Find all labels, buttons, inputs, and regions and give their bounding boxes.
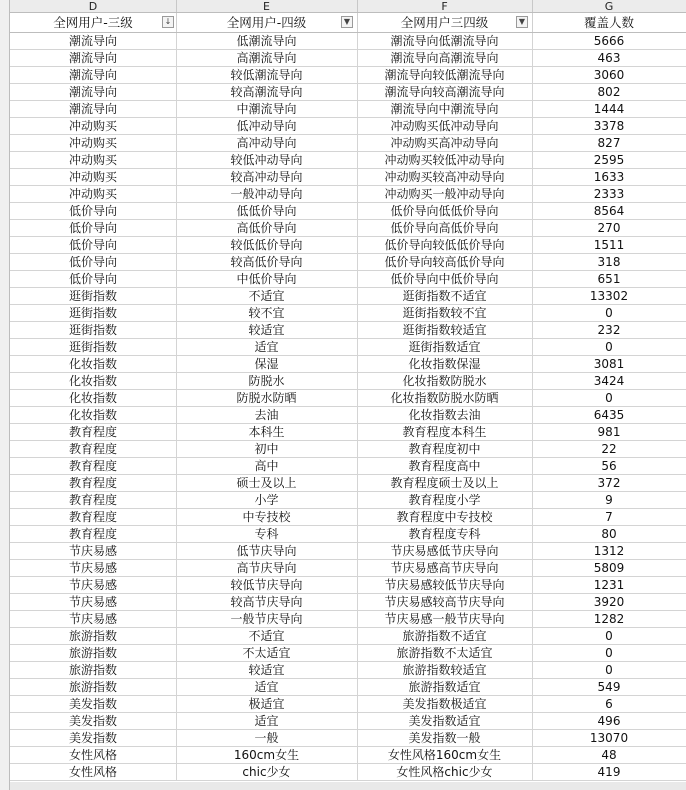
column-header-bar [0, 0, 686, 13]
level4-cell[interactable]: 较低潮流导向 [176, 67, 358, 83]
level3-cell[interactable]: 女性风格 [10, 747, 177, 763]
table-row [0, 713, 686, 730]
level3-cell[interactable]: 化妆指数 [10, 356, 177, 372]
combined-cell[interactable]: 教育程度中专技校 [357, 509, 533, 525]
level4-cell[interactable]: 不太适宜 [176, 645, 358, 661]
coverage-cell[interactable]: 802 [597, 85, 621, 99]
table-row [0, 645, 686, 662]
level4-cell[interactable]: 本科生 [176, 424, 358, 440]
level3-cell[interactable]: 冲动购买 [10, 169, 177, 185]
combined-cell[interactable]: 节庆易感较低节庆导向 [357, 577, 533, 593]
table-row [0, 50, 686, 67]
header-cell[interactable] [176, 13, 358, 32]
coverage-cell[interactable]: 3424 [593, 374, 625, 388]
level4-cell[interactable]: 一般 [176, 730, 358, 746]
coverage-cell[interactable]: 549 [597, 680, 621, 694]
level4-cell[interactable]: 硕士及以上 [176, 475, 358, 491]
level3-cell[interactable]: 教育程度 [10, 424, 177, 440]
coverage-cell[interactable]: 2333 [593, 187, 625, 201]
level4-cell[interactable]: 适宜 [176, 339, 358, 355]
combined-cell[interactable]: 潮流导向较高潮流导向 [357, 84, 533, 100]
table-row [0, 220, 686, 237]
combined-cell[interactable]: 教育程度高中 [357, 458, 533, 474]
coverage-cell[interactable]: 463 [597, 51, 621, 65]
combined-cell[interactable]: 教育程度小学 [357, 492, 533, 508]
table-row [0, 560, 686, 577]
dropdown-filter-icon[interactable]: ▼ [516, 16, 528, 28]
table-row [0, 237, 686, 254]
level4-cell[interactable]: 极适宜 [176, 696, 358, 712]
combined-cell[interactable]: 逛街指数较不宜 [357, 305, 533, 321]
combined-cell[interactable]: 教育程度本科生 [357, 424, 533, 440]
empty-area [0, 782, 686, 790]
row-header-gutter [0, 0, 10, 790]
table-row [0, 339, 686, 356]
level4-cell[interactable]: 初中 [176, 441, 358, 457]
table-row [0, 492, 686, 509]
combined-cell[interactable]: 旅游指数适宜 [357, 679, 533, 695]
level4-cell[interactable]: 保湿 [176, 356, 358, 372]
coverage-cell[interactable]: 496 [597, 714, 621, 728]
level4-cell[interactable]: 较高低价导向 [176, 254, 358, 270]
header-label: 全网用户三四级 [400, 15, 489, 30]
combined-cell[interactable]: 节庆易感高节庆导向 [357, 560, 533, 576]
combined-cell[interactable]: 化妆指数去油 [357, 407, 533, 423]
level3-cell[interactable]: 教育程度 [10, 475, 177, 491]
coverage-cell[interactable]: 1633 [593, 170, 625, 184]
level3-cell[interactable]: 潮流导向 [10, 33, 177, 49]
table-row [0, 424, 686, 441]
table-row [0, 135, 686, 152]
level3-cell[interactable]: 节庆易感 [10, 560, 177, 576]
combined-cell[interactable]: 低价导向高低价导向 [357, 220, 533, 236]
level4-cell[interactable]: 中低价导向 [176, 271, 358, 287]
level4-cell[interactable]: 较适宜 [176, 662, 358, 678]
table-row [0, 33, 686, 50]
level4-cell[interactable]: 较低低价导向 [176, 237, 358, 253]
coverage-cell[interactable]: 1444 [593, 102, 625, 116]
coverage-cell[interactable]: 372 [597, 476, 621, 490]
coverage-cell[interactable]: 6435 [593, 408, 625, 422]
level3-cell[interactable]: 教育程度 [10, 509, 177, 525]
level3-cell[interactable]: 旅游指数 [10, 628, 177, 644]
coverage-cell[interactable]: 1511 [593, 238, 625, 252]
level3-cell[interactable]: 低价导向 [10, 203, 177, 219]
coverage-cell[interactable]: 0 [605, 629, 613, 643]
sort-filter-icon[interactable]: ↓ [162, 16, 174, 28]
table-row [0, 101, 686, 118]
table-row [0, 254, 686, 271]
coverage-cell[interactable]: 651 [597, 272, 621, 286]
table-row [0, 543, 686, 560]
level3-cell[interactable]: 节庆易感 [10, 577, 177, 593]
coverage-cell[interactable]: 827 [597, 136, 621, 150]
level4-cell[interactable]: 较高冲动导向 [176, 169, 358, 185]
level4-cell[interactable]: 高低价导向 [176, 220, 358, 236]
table-row [0, 322, 686, 339]
level4-cell[interactable]: 160cm女生 [176, 747, 358, 763]
level3-cell[interactable]: 冲动购买 [10, 135, 177, 151]
level3-cell[interactable]: 女性风格 [10, 764, 177, 780]
level4-cell[interactable]: 中潮流导向 [176, 101, 358, 117]
level4-cell[interactable]: 较适宜 [176, 322, 358, 338]
table-row [0, 186, 686, 203]
combined-cell[interactable]: 冲动购买较高冲动导向 [357, 169, 533, 185]
combined-cell[interactable]: 逛街指数不适宜 [357, 288, 533, 304]
coverage-cell[interactable]: 3060 [593, 68, 625, 82]
coverage-cell[interactable]: 8564 [593, 204, 625, 218]
level3-cell[interactable]: 教育程度 [10, 458, 177, 474]
coverage-cell[interactable]: 419 [597, 765, 621, 779]
table-row [0, 662, 686, 679]
header-cell[interactable] [532, 13, 686, 32]
combined-cell[interactable]: 潮流导向高潮流导向 [357, 50, 533, 66]
level3-cell[interactable]: 低价导向 [10, 271, 177, 287]
coverage-cell[interactable]: 22 [601, 442, 617, 456]
level3-cell[interactable]: 美发指数 [10, 713, 177, 729]
level4-cell[interactable]: 低潮流导向 [176, 33, 358, 49]
coverage-cell[interactable]: 0 [605, 306, 613, 320]
combined-cell[interactable]: 旅游指数不太适宜 [357, 645, 533, 661]
level4-cell[interactable]: 较低节庆导向 [176, 577, 358, 593]
coverage-cell[interactable]: 3378 [593, 119, 625, 133]
table-row [0, 730, 686, 747]
level3-cell[interactable]: 教育程度 [10, 492, 177, 508]
coverage-cell[interactable]: 0 [605, 646, 613, 660]
table-row [0, 526, 686, 543]
column-header-g[interactable]: G [604, 0, 614, 12]
level3-cell[interactable]: 逛街指数 [10, 339, 177, 355]
level3-cell[interactable]: 教育程度 [10, 441, 177, 457]
coverage-cell[interactable]: 1231 [593, 578, 625, 592]
level4-cell[interactable]: 一般节庆导向 [176, 611, 358, 627]
combined-cell[interactable]: 节庆易感一般节庆导向 [357, 611, 533, 627]
coverage-cell[interactable]: 7 [605, 510, 613, 524]
level3-cell[interactable]: 旅游指数 [10, 679, 177, 695]
combined-cell[interactable]: 冲动购买一般冲动导向 [357, 186, 533, 202]
level3-cell[interactable]: 美发指数 [10, 696, 177, 712]
level3-cell[interactable]: 节庆易感 [10, 611, 177, 627]
coverage-cell[interactable]: 3920 [593, 595, 625, 609]
combined-cell[interactable]: 女性风格chic少女 [357, 764, 533, 780]
table-row [0, 458, 686, 475]
header-cell[interactable] [10, 13, 177, 32]
header-cell[interactable] [357, 13, 533, 32]
column-header-f[interactable]: F [357, 0, 533, 12]
combined-cell[interactable]: 潮流导向低潮流导向 [357, 33, 533, 49]
combined-cell[interactable]: 冲动购买高冲动导向 [357, 135, 533, 151]
table-row [0, 152, 686, 169]
combined-cell[interactable]: 旅游指数较适宜 [357, 662, 533, 678]
coverage-cell[interactable]: 270 [597, 221, 621, 235]
table-row [0, 356, 686, 373]
combined-cell[interactable]: 化妆指数防脱水 [357, 373, 533, 389]
table-row [0, 594, 686, 611]
table-row [0, 764, 686, 781]
combined-cell[interactable]: 潮流导向较低潮流导向 [357, 67, 533, 83]
coverage-cell[interactable]: 80 [601, 527, 617, 541]
level3-cell[interactable]: 冲动购买 [10, 186, 177, 202]
level4-cell[interactable]: 低低价导向 [176, 203, 358, 219]
coverage-cell[interactable]: 5809 [593, 561, 625, 575]
table-row [0, 67, 686, 84]
combined-cell[interactable]: 低价导向低低价导向 [357, 203, 533, 219]
coverage-cell[interactable]: 5666 [593, 34, 625, 48]
header-label: 全网用户-三级 [53, 15, 133, 30]
level3-cell[interactable]: 潮流导向 [10, 50, 177, 66]
table-row [0, 441, 686, 458]
coverage-cell[interactable]: 1312 [593, 544, 625, 558]
level3-cell[interactable]: 节庆易感 [10, 594, 177, 610]
coverage-cell[interactable]: 232 [597, 323, 621, 337]
table-row [0, 679, 686, 696]
level3-cell[interactable]: 化妆指数 [10, 390, 177, 406]
combined-cell[interactable]: 节庆易感较高节庆导向 [357, 594, 533, 610]
table-row [0, 373, 686, 390]
level3-cell[interactable]: 低价导向 [10, 254, 177, 270]
level3-cell[interactable]: 节庆易感 [10, 543, 177, 559]
coverage-cell[interactable]: 48 [601, 748, 617, 762]
level3-cell[interactable]: 美发指数 [10, 730, 177, 746]
level4-cell[interactable]: 高节庆导向 [176, 560, 358, 576]
combined-cell[interactable]: 美发指数适宜 [357, 713, 533, 729]
coverage-cell[interactable]: 1282 [593, 612, 625, 626]
column-header-e[interactable]: E [176, 0, 358, 12]
table-row [0, 203, 686, 220]
combined-cell[interactable]: 低价导向较高低价导向 [357, 254, 533, 270]
combined-cell[interactable]: 教育程度初中 [357, 441, 533, 457]
level3-cell[interactable]: 教育程度 [10, 526, 177, 542]
combined-cell[interactable]: 美发指数一般 [357, 730, 533, 746]
combined-cell[interactable]: 冲动购买较低冲动导向 [357, 152, 533, 168]
coverage-cell[interactable]: 13302 [589, 289, 629, 303]
coverage-cell[interactable]: 318 [597, 255, 621, 269]
coverage-cell[interactable]: 13070 [589, 731, 629, 745]
table-row [0, 271, 686, 288]
level4-cell[interactable]: 高中 [176, 458, 358, 474]
level4-cell[interactable]: 较低冲动导向 [176, 152, 358, 168]
coverage-cell[interactable]: 0 [605, 391, 613, 405]
level4-cell[interactable]: 适宜 [176, 679, 358, 695]
table-row [0, 475, 686, 492]
level3-cell[interactable]: 潮流导向 [10, 84, 177, 100]
table-header-row [0, 13, 686, 33]
level4-cell[interactable]: 防脱水 [176, 373, 358, 389]
level4-cell[interactable]: 高潮流导向 [176, 50, 358, 66]
coverage-cell[interactable]: 981 [597, 425, 621, 439]
level4-cell[interactable]: 防脱水防晒 [176, 390, 358, 406]
level3-cell[interactable]: 旅游指数 [10, 645, 177, 661]
column-header-d[interactable]: D [10, 0, 177, 12]
coverage-cell[interactable]: 0 [605, 663, 613, 677]
table-row [0, 407, 686, 424]
level4-cell[interactable]: 不适宜 [176, 628, 358, 644]
table-row [0, 747, 686, 764]
level4-cell[interactable]: 去油 [176, 407, 358, 423]
combined-cell[interactable]: 女性风格160cm女生 [357, 747, 533, 763]
combined-cell[interactable]: 逛街指数适宜 [357, 339, 533, 355]
combined-cell[interactable]: 教育程度硕士及以上 [357, 475, 533, 491]
level3-cell[interactable]: 低价导向 [10, 237, 177, 253]
table-row [0, 118, 686, 135]
level4-cell[interactable]: 较不宜 [176, 305, 358, 321]
level4-cell[interactable]: 高冲动导向 [176, 135, 358, 151]
coverage-cell[interactable]: 9 [605, 493, 613, 507]
level4-cell[interactable]: 适宜 [176, 713, 358, 729]
coverage-cell[interactable]: 56 [601, 459, 617, 473]
table-row [0, 696, 686, 713]
level4-cell[interactable]: 小学 [176, 492, 358, 508]
combined-cell[interactable]: 化妆指数保湿 [357, 356, 533, 372]
level3-cell[interactable]: 冲动购买 [10, 152, 177, 168]
level3-cell[interactable]: 逛街指数 [10, 288, 177, 304]
level4-cell[interactable]: 较高节庆导向 [176, 594, 358, 610]
combined-cell[interactable]: 低价导向中低价导向 [357, 271, 533, 287]
level4-cell[interactable]: 低节庆导向 [176, 543, 358, 559]
coverage-cell[interactable]: 2595 [593, 153, 625, 167]
combined-cell[interactable]: 节庆易感低节庆导向 [357, 543, 533, 559]
combined-cell[interactable]: 逛街指数较适宜 [357, 322, 533, 338]
level3-cell[interactable]: 逛街指数 [10, 322, 177, 338]
table-row [0, 169, 686, 186]
table-row [0, 305, 686, 322]
level3-cell[interactable]: 潮流导向 [10, 101, 177, 117]
level3-cell[interactable]: 旅游指数 [10, 662, 177, 678]
level3-cell[interactable]: 逛街指数 [10, 305, 177, 321]
level3-cell[interactable]: 潮流导向 [10, 67, 177, 83]
table-row [0, 509, 686, 526]
table-row [0, 611, 686, 628]
level4-cell[interactable]: 一般冲动导向 [176, 186, 358, 202]
coverage-cell[interactable]: 0 [605, 340, 613, 354]
combined-cell[interactable]: 潮流导向中潮流导向 [357, 101, 533, 117]
combined-cell[interactable]: 旅游指数不适宜 [357, 628, 533, 644]
level3-cell[interactable]: 低价导向 [10, 220, 177, 236]
header-label: 全网用户-四级 [226, 15, 307, 30]
level3-cell[interactable]: 化妆指数 [10, 373, 177, 389]
table-row [0, 84, 686, 101]
level3-cell[interactable]: 化妆指数 [10, 407, 177, 423]
combined-cell[interactable]: 美发指数极适宜 [357, 696, 533, 712]
combined-cell[interactable]: 冲动购买低冲动导向 [357, 118, 533, 134]
level4-cell[interactable]: 不适宜 [176, 288, 358, 304]
level3-cell[interactable]: 冲动购买 [10, 118, 177, 134]
coverage-cell[interactable]: 6 [605, 697, 613, 711]
coverage-cell[interactable]: 3081 [593, 357, 625, 371]
dropdown-filter-icon[interactable]: ▼ [341, 16, 353, 28]
table-row [0, 288, 686, 305]
table-row [0, 628, 686, 645]
level4-cell[interactable]: 较高潮流导向 [176, 84, 358, 100]
combined-cell[interactable]: 低价导向较低低价导向 [357, 237, 533, 253]
combined-cell[interactable]: 化妆指数防脱水防晒 [357, 390, 533, 406]
level4-cell[interactable]: 中专技校 [176, 509, 358, 525]
table-row [0, 577, 686, 594]
table-row [0, 390, 686, 407]
level4-cell[interactable]: 低冲动导向 [176, 118, 358, 134]
level4-cell[interactable]: 专科 [176, 526, 358, 542]
combined-cell[interactable]: 教育程度专科 [357, 526, 533, 542]
header-label: 覆盖人数 [583, 15, 634, 30]
level4-cell[interactable]: chic少女 [176, 764, 358, 780]
